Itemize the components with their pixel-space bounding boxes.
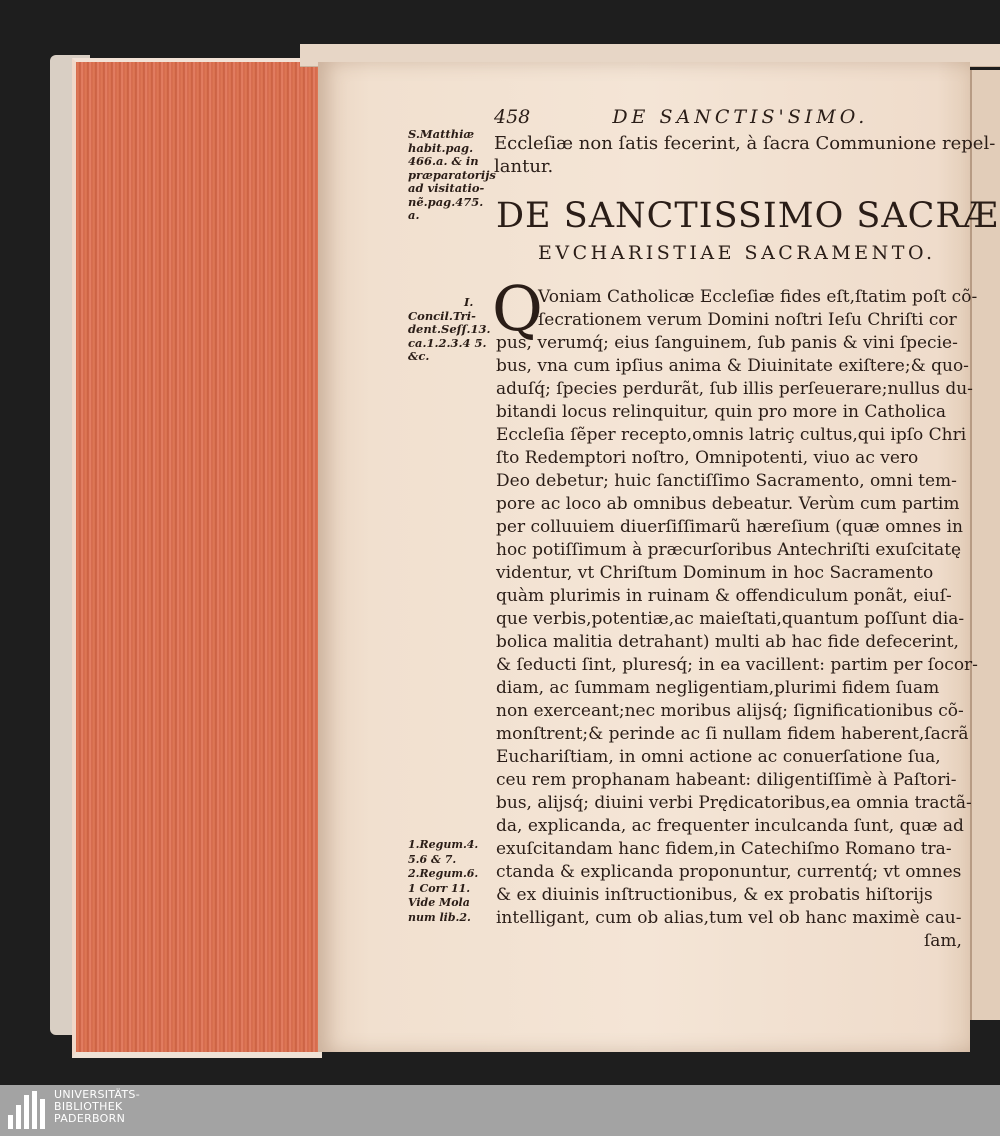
intro-text: Eccleſiæ non ſatis fecerint, à ſacra Communione repel- lantur. [494, 133, 996, 177]
red-page-edges [72, 58, 322, 1058]
library-name: UNIVERSITÄTS- BIBLIOTHEK PADERBORN [54, 1088, 140, 1125]
margin-note-bottom: 1.Regum.4. 5.6 & 7. 2.Regum.6. 1 Corr 11. Vide Mola num lib.2. [408, 838, 479, 924]
drop-cap: Q [492, 272, 543, 345]
page-number: 458 [494, 106, 531, 128]
library-logo-icon [8, 1091, 48, 1129]
margin-note-section: I. Concil.Tri- dent.Seſſ.13. ca.1.2.3.4 5. &c. [408, 295, 491, 363]
chapter-subheading: EVCHARISTIAE SACRAMENTO. [538, 242, 936, 264]
margin-note-top: S.Matthiæ habit.pag. 466.a. & in præparatorijs ad visitatio- nẽ.pag.475. a. [408, 127, 496, 222]
body-text: Voniam Catholicæ Eccleſiæ fides eſt,ſtatim poſt cõ- ſecrationem verum Domini noſtri Ieſu Chriſti cor pus, verumq́; eius ſanguinem, ſub panis & vini ſpecie- bus, vna cum ipſius anima & Diuinitate exiſtere;& quo- aduſq́; ſpecies perdurãt, ſub illis perſeuerare;nullus du- bitandi locus relinquitur, quin pro more in Catholica Eccleſia ſẽper recepto,omnis latriç cultus,qui ipſo Chri ſto Redemptori noſtro, Omnipotenti, viuo ac vero Deo debetur; huic ſanctiſſimo Sacramento, omni tem- pore ac loco ab omnibus debeatur. Verùm cum partim per colluuiem diuerſiſſimarũ hæreſium (quæ omnes in hoc potiſſimum à præcurſoribus Antechriſti exuſcitatę videntur, vt Chriſtum Dominum in hoc Sacramento quàm plurimis in ruinam & offendiculum ponãt, eiuſ- que verbis,potentiæ,ac maieſtati,quantum poſſunt dia- bolica malitia detrahant) multi ab hac fide defecerint, & ſeducti ſint, pluresq́; in ea vacillent: partim per ſocor- diam, ac ſummam negligentiam,plurimi fidem ſuam non exerceant;nec moribus alijsq́; ſignificationibus cõ- monſtrent;& perinde ac ſi nullam fidem haberent,ſacrã Euchariſtiam, in omni actione ac conuerſatione ſua, ceu rem prophanam habeant: diligentiſſimè à Paſtori- bus, alijsq́; diuini verbi Prędicatoribus,ea omnia tractã- da, explicanda, ac frequenter inculcanda ſunt, quæ ad exuſcitandam hanc fidem,in Catechiſmo Romano tra- ctanda & explicanda proponuntur, currentq́; vt omnes & ex diuinis inſtructionibus, & ex probatis hiſtorijs intelligant, cum ob alias,tum vel ob hanc maximè cau- ſam, [496, 287, 978, 951]
chapter-heading: DE SANCTISSIMO SACRÆ [496, 196, 999, 236]
library-footer-banner [0, 1085, 1000, 1136]
running-header [494, 106, 868, 128]
running-title: DE SANCTIS'SIMO. [612, 106, 869, 128]
